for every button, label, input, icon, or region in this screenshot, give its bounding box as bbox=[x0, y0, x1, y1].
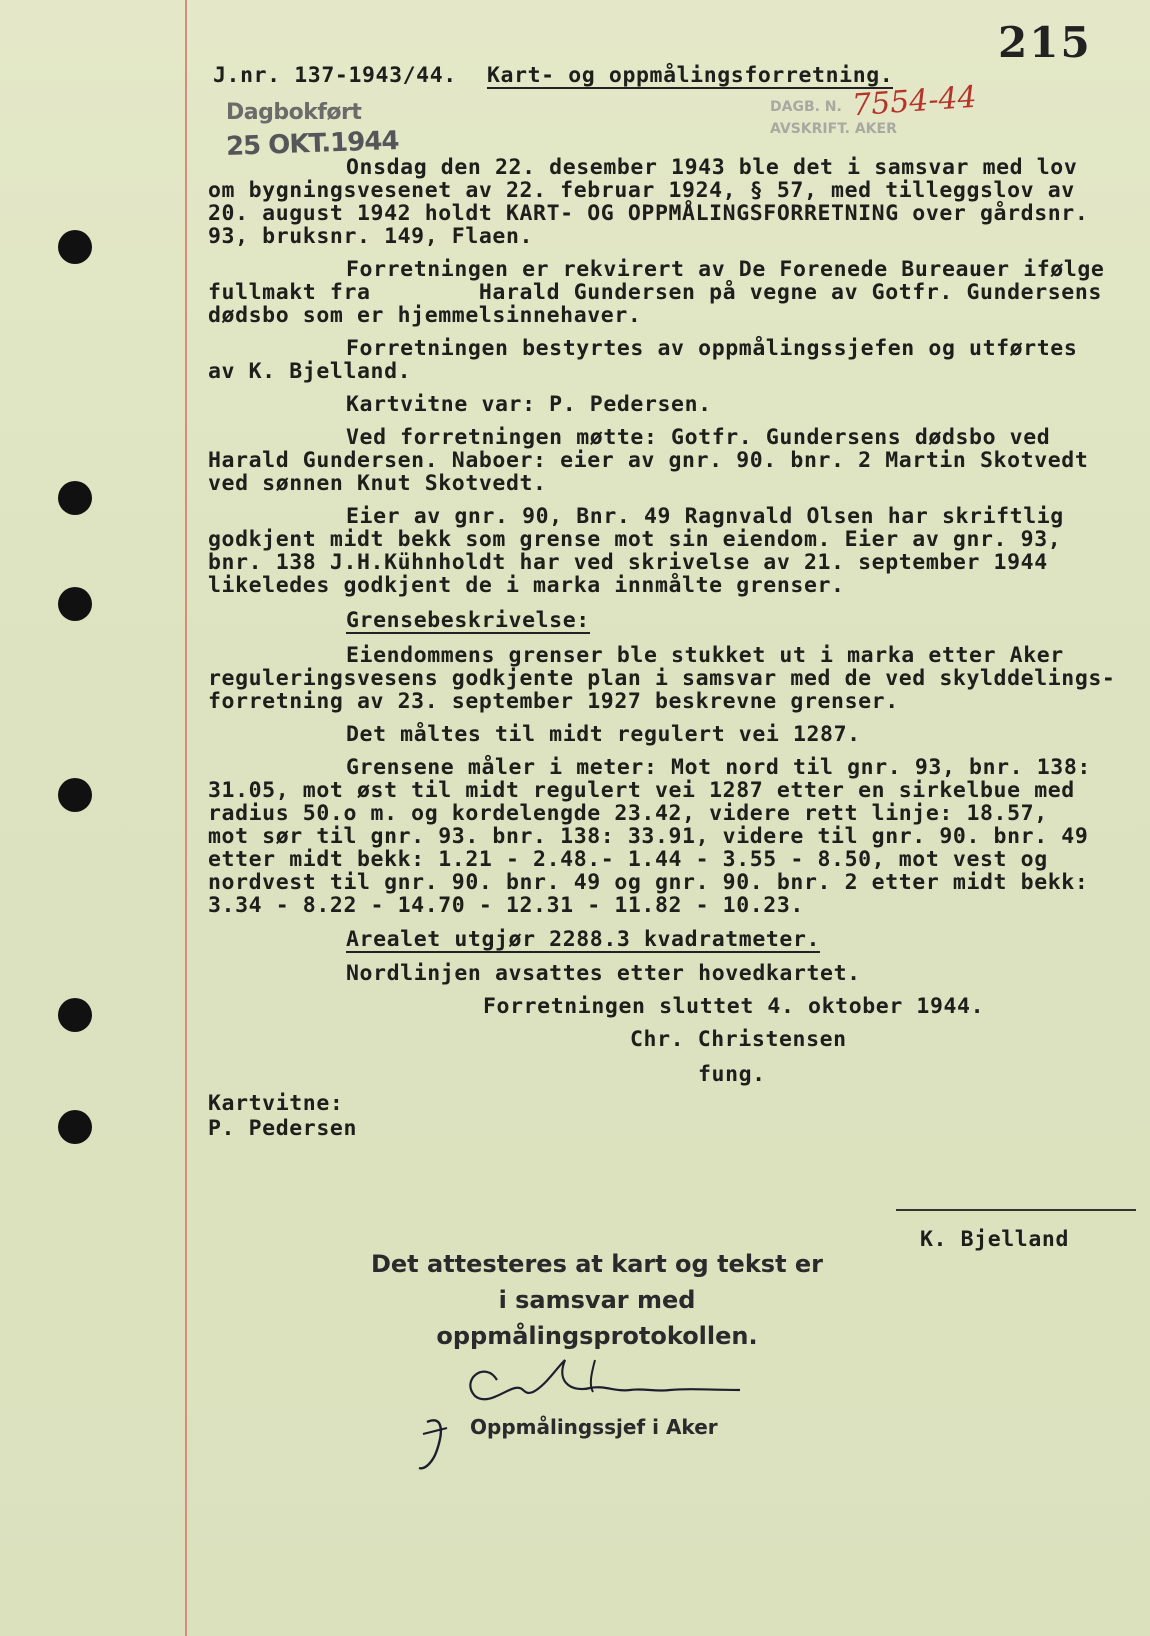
body-line: godkjent midt bekk som grense mot sin eiendom. Eier av gnr. 93, bbox=[208, 527, 1062, 552]
body-line: bnr. 138 J.H.Kühnholdt har ved skrivelse av 21. september 1944 bbox=[208, 550, 1048, 575]
body-line: forretning av 23. september 1927 beskrevne grenser. bbox=[208, 689, 899, 714]
attestation-line: Det attesteres at kart og tekst er bbox=[370, 1250, 824, 1278]
witness-label: Kartvitne: bbox=[208, 1091, 344, 1116]
body-line: radius 50.o m. og kordelengde 23.42, videre rett linje: 18.57, bbox=[208, 801, 1048, 826]
margin-rule bbox=[185, 0, 187, 1636]
body-line: likeledes godkjent de i marka innmålte grenser. bbox=[208, 573, 845, 598]
body-line: om bygningsvesenet av 22. februar 1924, § 57, med tilleggslov av bbox=[208, 178, 1075, 203]
officer-title: fung. bbox=[698, 1062, 766, 1087]
closing-line: Forretningen sluttet 4. oktober 1944. bbox=[483, 994, 985, 1019]
signature-title: Oppmålingssjef i Aker bbox=[470, 1415, 718, 1439]
body-line: Forretningen er rekvirert av De Forenede Bureauer ifølge bbox=[346, 257, 1105, 282]
page-number: 215 bbox=[998, 18, 1092, 67]
body-line: Forretningen bestyrtes av oppmålingssjefen og utførtes bbox=[346, 336, 1078, 361]
body-line: Kartvitne var: P. Pedersen. bbox=[346, 392, 712, 417]
body-line: mot sør til gnr. 93. bnr. 138: 33.91, videre til gnr. 90. bnr. 49 bbox=[208, 824, 1089, 849]
body-line: Eier av gnr. 90, Bnr. 49 Ragnvald Olsen har skriftlig bbox=[346, 504, 1064, 529]
body-line: Eiendommens grenser ble stukket ut i marka etter Aker bbox=[346, 643, 1064, 668]
body-line: nordvest til gnr. 90. bnr. 49 og gnr. 90. bnr. 2 etter midt bekk: bbox=[208, 870, 1089, 895]
area-statement: Arealet utgjør 2288.3 kvadratmeter. bbox=[346, 927, 821, 952]
body-line: ved sønnen Knut Skotvedt. bbox=[208, 471, 547, 496]
punch-hole bbox=[58, 587, 92, 621]
body-line: reguleringsvesens godkjente plan i samsvar med de ved skylddelings- bbox=[208, 666, 1116, 691]
body-line: Nordlinjen avsattes etter hovedkartet. bbox=[346, 961, 861, 986]
body-line: 31.05, mot øst til midt regulert vei 1287 etter en sirkelbue med bbox=[208, 778, 1075, 803]
attestation-line: i samsvar med oppmålingsprotokollen. bbox=[436, 1286, 758, 1350]
handwritten-number: 7554-44 bbox=[850, 79, 978, 124]
handwritten-signature bbox=[405, 1330, 765, 1480]
body-line: Grensene måler i meter: Mot nord til gnr. 93, bnr. 138: bbox=[346, 755, 1091, 780]
body-line: fullmakt fra Harald Gundersen på vegne av Gotfr. Gundersens bbox=[208, 280, 1102, 305]
received-stamp bbox=[225, 100, 399, 163]
journal-number: J.nr. 137-1943/44. bbox=[213, 63, 457, 88]
body-line: dødsbo som er hjemmelsinnehaver. bbox=[208, 303, 642, 328]
received-stamp-date: 25 OKT.1944 bbox=[225, 125, 399, 163]
surveyor-name: K. Bjelland bbox=[920, 1227, 1069, 1252]
received-stamp-label: Dagbokført bbox=[226, 100, 362, 125]
body-line: 20. august 1942 holdt KART- OG OPPMÅLINGSFORRETNING over gårdsnr. bbox=[208, 201, 1089, 226]
body-line: Det måltes til midt regulert vei 1287. bbox=[346, 722, 861, 747]
signature-rule bbox=[896, 1209, 1136, 1211]
copy-stamp-line2: AVSKRIFT. AKER bbox=[770, 121, 897, 137]
punch-hole bbox=[58, 481, 92, 515]
body-line: 93, bruksnr. 149, Flaen. bbox=[208, 224, 534, 249]
body-line: 3.34 - 8.22 - 14.70 - 12.31 - 11.82 - 10.23. bbox=[208, 893, 804, 918]
punch-hole bbox=[58, 998, 92, 1032]
body-line: Ved forretningen møtte: Gotfr. Gundersens dødsbo ved bbox=[346, 425, 1051, 450]
body-line: etter midt bekk: 1.21 - 2.48.- 1.44 - 3.55 - 8.50, mot vest og bbox=[208, 847, 1048, 872]
punch-hole bbox=[58, 778, 92, 812]
witness-name: P. Pedersen bbox=[208, 1116, 357, 1141]
body-line: Onsdag den 22. desember 1943 ble det i samsvar med lov bbox=[346, 155, 1078, 180]
section-heading: Grensebeskrivelse: bbox=[346, 608, 590, 633]
officer-name: Chr. Christensen bbox=[630, 1027, 847, 1052]
punch-hole bbox=[58, 1110, 92, 1144]
punch-hole bbox=[58, 230, 92, 264]
body-line: Harald Gundersen. Naboer: eier av gnr. 90. bnr. 2 Martin Skotvedt bbox=[208, 448, 1089, 473]
body-line: av K. Bjelland. bbox=[208, 359, 412, 384]
document-title: Kart- og oppmålingsforretning. bbox=[487, 63, 894, 88]
copy-stamp-line1: DAGB. N. bbox=[770, 99, 842, 115]
